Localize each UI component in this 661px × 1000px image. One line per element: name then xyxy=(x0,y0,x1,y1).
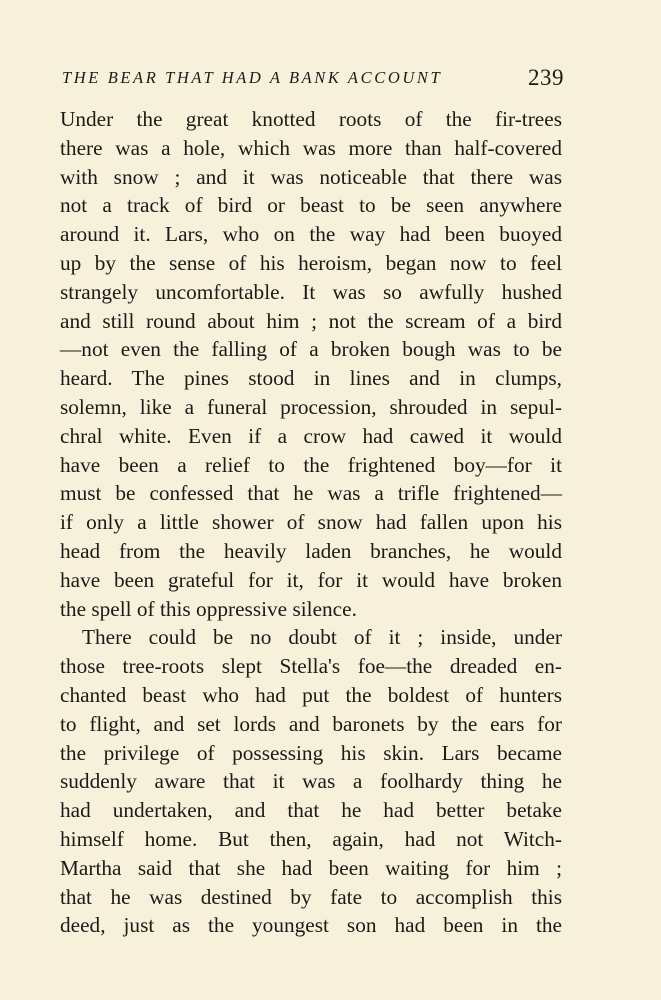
running-title: THE BEAR THAT HAD A BANK ACCOUNT xyxy=(62,68,443,87)
text-line: if only a little shower of snow had fallen upon his xyxy=(60,510,562,535)
text-line: chral white. Even if a crow had cawed it would xyxy=(60,423,562,448)
text-line: heard. The pines stood in lines and in clumps, xyxy=(60,366,562,391)
text-line: himself home. But then, again, had not Witch- xyxy=(60,826,562,851)
page-header xyxy=(62,60,564,96)
text-line: deed, just as the youngest son had been in the xyxy=(60,913,562,938)
text-line: had undertaken, and that he had better betake xyxy=(60,798,562,823)
text-line: that he was destined by fate to accomplish this xyxy=(60,884,562,909)
text-line: Under the great knotted roots of the fir-trees xyxy=(60,107,562,131)
text-line: around it. Lars, who on the way had been buoyed xyxy=(60,222,562,247)
text-line: those tree-roots slept Stella's foe—the dreaded en- xyxy=(60,654,562,679)
text-line: There could be no doubt of it ; inside, under xyxy=(82,625,562,650)
text-line: to flight, and set lords and baronets by the ears for xyxy=(60,711,562,736)
text-line: strangely uncomfortable. It was so awfully hushed xyxy=(60,279,562,304)
text-line: head from the heavily laden branches, he would xyxy=(60,538,562,563)
text-line: have been grateful for it, for it would have broken xyxy=(60,567,562,592)
text-line: suddenly aware that it was a foolhardy thing he xyxy=(60,769,562,794)
body-text xyxy=(60,105,562,940)
text-line: Martha said that she had been waiting for him ; xyxy=(60,855,562,880)
text-line: must be confessed that he was a trifle frightened— xyxy=(60,481,562,506)
text-line: and still round about him ; not the scream of a bird xyxy=(60,308,562,333)
text-line: the spell of this oppressive silence. xyxy=(60,596,357,621)
text-line: not a track of bird or beast to be seen anywhere xyxy=(60,193,562,218)
text-line: solemn, like a funeral procession, shrouded in sepul- xyxy=(60,394,562,419)
page-number: 239 xyxy=(528,65,564,90)
text-line: up by the sense of his heroism, began now to feel xyxy=(60,250,562,275)
text-line: —not even the falling of a broken bough was to be xyxy=(60,337,562,362)
text-line: with snow ; and it was noticeable that there was xyxy=(60,164,562,189)
text-line: the privilege of possessing his skin. Lars became xyxy=(60,740,562,765)
text-line: there was a hole, which was more than half-covered xyxy=(60,135,562,160)
text-line: have been a relief to the frightened boy—for it xyxy=(60,452,562,477)
text-line: chanted beast who had put the boldest of hunters xyxy=(60,682,562,707)
